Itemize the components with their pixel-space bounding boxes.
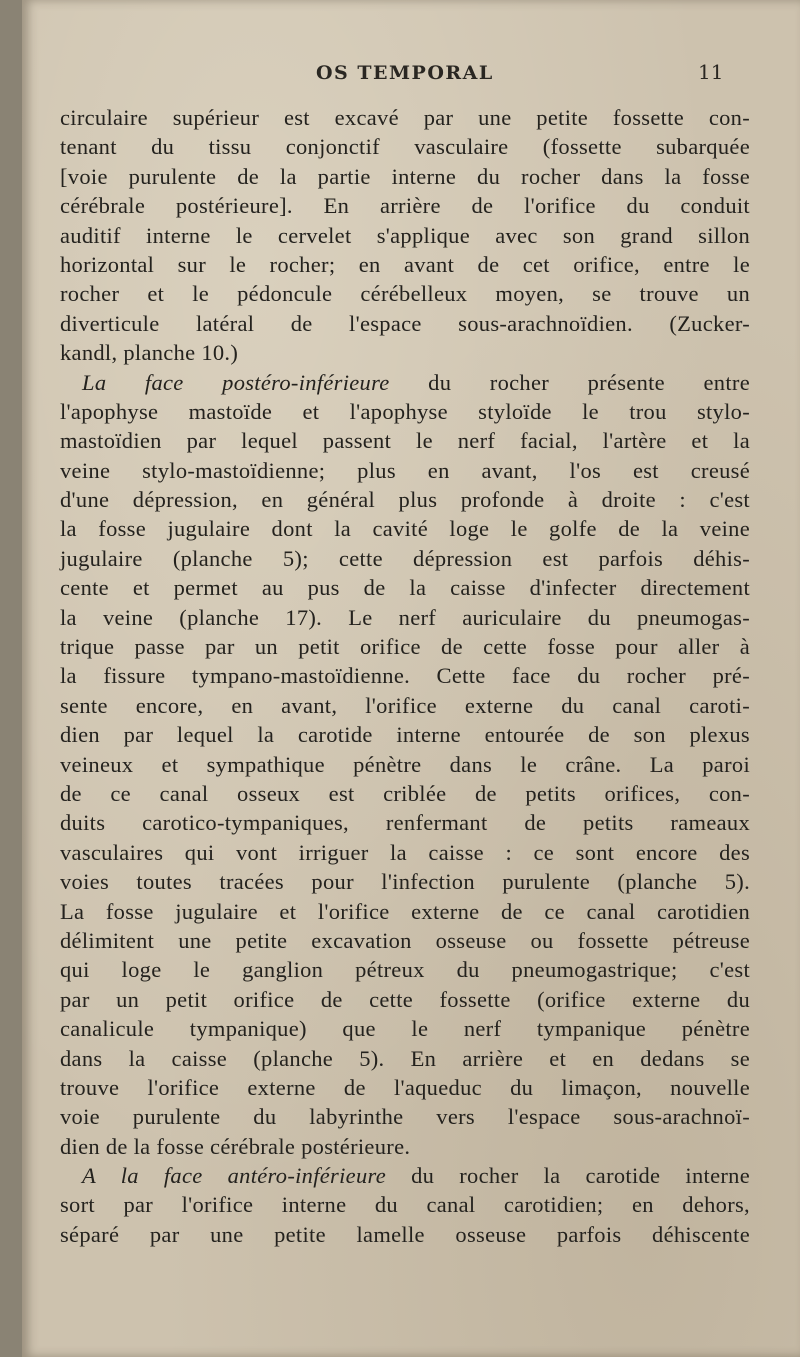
line-text: délimitent une petite excavation osseuse ou fossette pétreuse xyxy=(60,927,750,953)
text-line xyxy=(60,1073,750,1102)
text-line xyxy=(60,309,750,338)
text-line xyxy=(60,485,750,514)
book-page xyxy=(22,0,800,1357)
line-text: du rocher présente entre xyxy=(389,369,750,395)
line-text: la veine (planche 17). Le nerf auriculaire du pneumogas- xyxy=(60,604,750,630)
line-text: dien de la fosse cérébrale postérieure. xyxy=(60,1133,411,1159)
text-line xyxy=(60,162,750,191)
text-line xyxy=(60,250,750,279)
line-text: canalicule tympanique) que le nerf tympanique pénètre xyxy=(60,1016,750,1042)
text-line xyxy=(60,691,750,720)
text-line xyxy=(60,838,750,867)
text-line xyxy=(60,1190,750,1219)
line-text: cérébrale postérieure]. En arrière de l'orifice du conduit xyxy=(60,193,750,219)
line-text: du rocher la carotide interne xyxy=(386,1163,750,1189)
text-line xyxy=(60,1102,750,1131)
line-text: trique passe par un petit orifice de cette fosse pour aller à xyxy=(60,634,750,660)
text-line xyxy=(60,221,750,250)
text-line xyxy=(60,779,750,808)
line-text: sente encore, en avant, l'orifice externe du canal caroti- xyxy=(60,692,750,718)
text-line xyxy=(60,632,750,661)
line-text: par un petit orifice de cette fossette (orifice externe du xyxy=(60,986,750,1012)
text-line xyxy=(60,661,750,690)
line-text: horizontal sur le rocher; en avant de cet orifice, entre le xyxy=(60,251,750,277)
line-text: séparé par une petite lamelle osseuse parfois déhiscente xyxy=(60,1221,750,1247)
text-line xyxy=(60,985,750,1014)
text-line xyxy=(60,279,750,308)
line-text: dien par lequel la carotide interne entourée de son plexus xyxy=(60,722,750,748)
text-line xyxy=(60,897,750,926)
line-text: rocher et le pédoncule cérébelleux moyen, se trouve un xyxy=(60,281,750,307)
italic-heading: La face postéro-inférieure xyxy=(82,369,390,395)
text-line xyxy=(60,514,750,543)
line-text: diverticule latéral de l'espace sous-arachnoïdien. (Zucker- xyxy=(60,310,750,336)
line-text: trouve l'orifice externe de l'aqueduc du limaçon, nouvelle xyxy=(60,1074,750,1100)
line-text: voies toutes tracées pour l'infection purulente (planche 5). xyxy=(60,869,750,895)
text-line xyxy=(60,368,750,397)
text-line xyxy=(60,573,750,602)
line-text: de ce canal osseux est criblée de petits orifices, con- xyxy=(60,780,750,806)
line-text: La fosse jugulaire et l'orifice externe de ce canal carotidien xyxy=(60,898,750,924)
line-text: l'apophyse mastoïde et l'apophyse styloïde le trou stylo- xyxy=(60,398,750,424)
text-line xyxy=(60,544,750,573)
text-line xyxy=(60,132,750,161)
text-line xyxy=(60,1220,750,1249)
line-text: d'une dépression, en général plus profonde à droite : c'est xyxy=(60,487,750,513)
body-text xyxy=(60,103,750,1249)
text-line xyxy=(60,926,750,955)
line-text: kandl, planche 10.) xyxy=(60,340,239,366)
line-text: cente et permet au pus de la caisse d'infecter directement xyxy=(60,575,750,601)
line-text: mastoïdien par lequel passent le nerf facial, l'artère et la xyxy=(60,428,750,454)
text-line xyxy=(60,955,750,984)
text-line xyxy=(60,456,750,485)
line-text: vasculaires qui vont irriguer la caisse : ce sont encore des xyxy=(60,839,750,865)
page-number: 11 xyxy=(698,60,724,84)
text-line xyxy=(60,867,750,896)
page-header xyxy=(22,62,800,92)
line-text: [voie purulente de la partie interne du rocher dans la fosse xyxy=(60,163,750,189)
text-line xyxy=(60,338,750,367)
text-line xyxy=(60,603,750,632)
line-text: sort par l'orifice interne du canal carotidien; en dehors, xyxy=(60,1192,750,1218)
text-line xyxy=(60,808,750,837)
line-text: duits carotico-tympaniques, renfermant de petits rameaux xyxy=(60,810,750,836)
running-head: OS TEMPORAL xyxy=(316,62,494,84)
text-line xyxy=(60,1044,750,1073)
text-line xyxy=(60,1132,750,1161)
text-line xyxy=(60,1014,750,1043)
text-line xyxy=(60,397,750,426)
text-line xyxy=(60,1161,750,1190)
text-line xyxy=(60,426,750,455)
text-line xyxy=(60,103,750,132)
line-text: jugulaire (planche 5); cette dépression est parfois déhis- xyxy=(60,545,750,571)
text-line xyxy=(60,750,750,779)
line-text: auditif interne le cervelet s'applique avec son grand sillon xyxy=(60,222,750,248)
line-text: qui loge le ganglion pétreux du pneumogastrique; c'est xyxy=(60,957,750,983)
line-text: veineux et sympathique pénètre dans le crâne. La paroi xyxy=(60,751,750,777)
italic-heading: A la face antéro-inférieure xyxy=(82,1163,387,1189)
line-text: circulaire supérieur est excavé par une petite fossette con- xyxy=(60,105,750,130)
line-text: tenant du tissu conjonctif vasculaire (fossette subarquée xyxy=(60,134,750,160)
text-line xyxy=(60,191,750,220)
line-text: voie purulente du labyrinthe vers l'espace sous-arachnoï- xyxy=(60,1104,750,1130)
text-line xyxy=(60,720,750,749)
line-text: veine stylo-mastoïdienne; plus en avant, l'os est creusé xyxy=(60,457,750,483)
line-text: la fissure tympano-mastoïdienne. Cette face du rocher pré- xyxy=(60,663,750,689)
line-text: la fosse jugulaire dont la cavité loge le golfe de la veine xyxy=(60,516,750,542)
line-text: dans la caisse (planche 5). En arrière et en dedans se xyxy=(60,1045,750,1071)
